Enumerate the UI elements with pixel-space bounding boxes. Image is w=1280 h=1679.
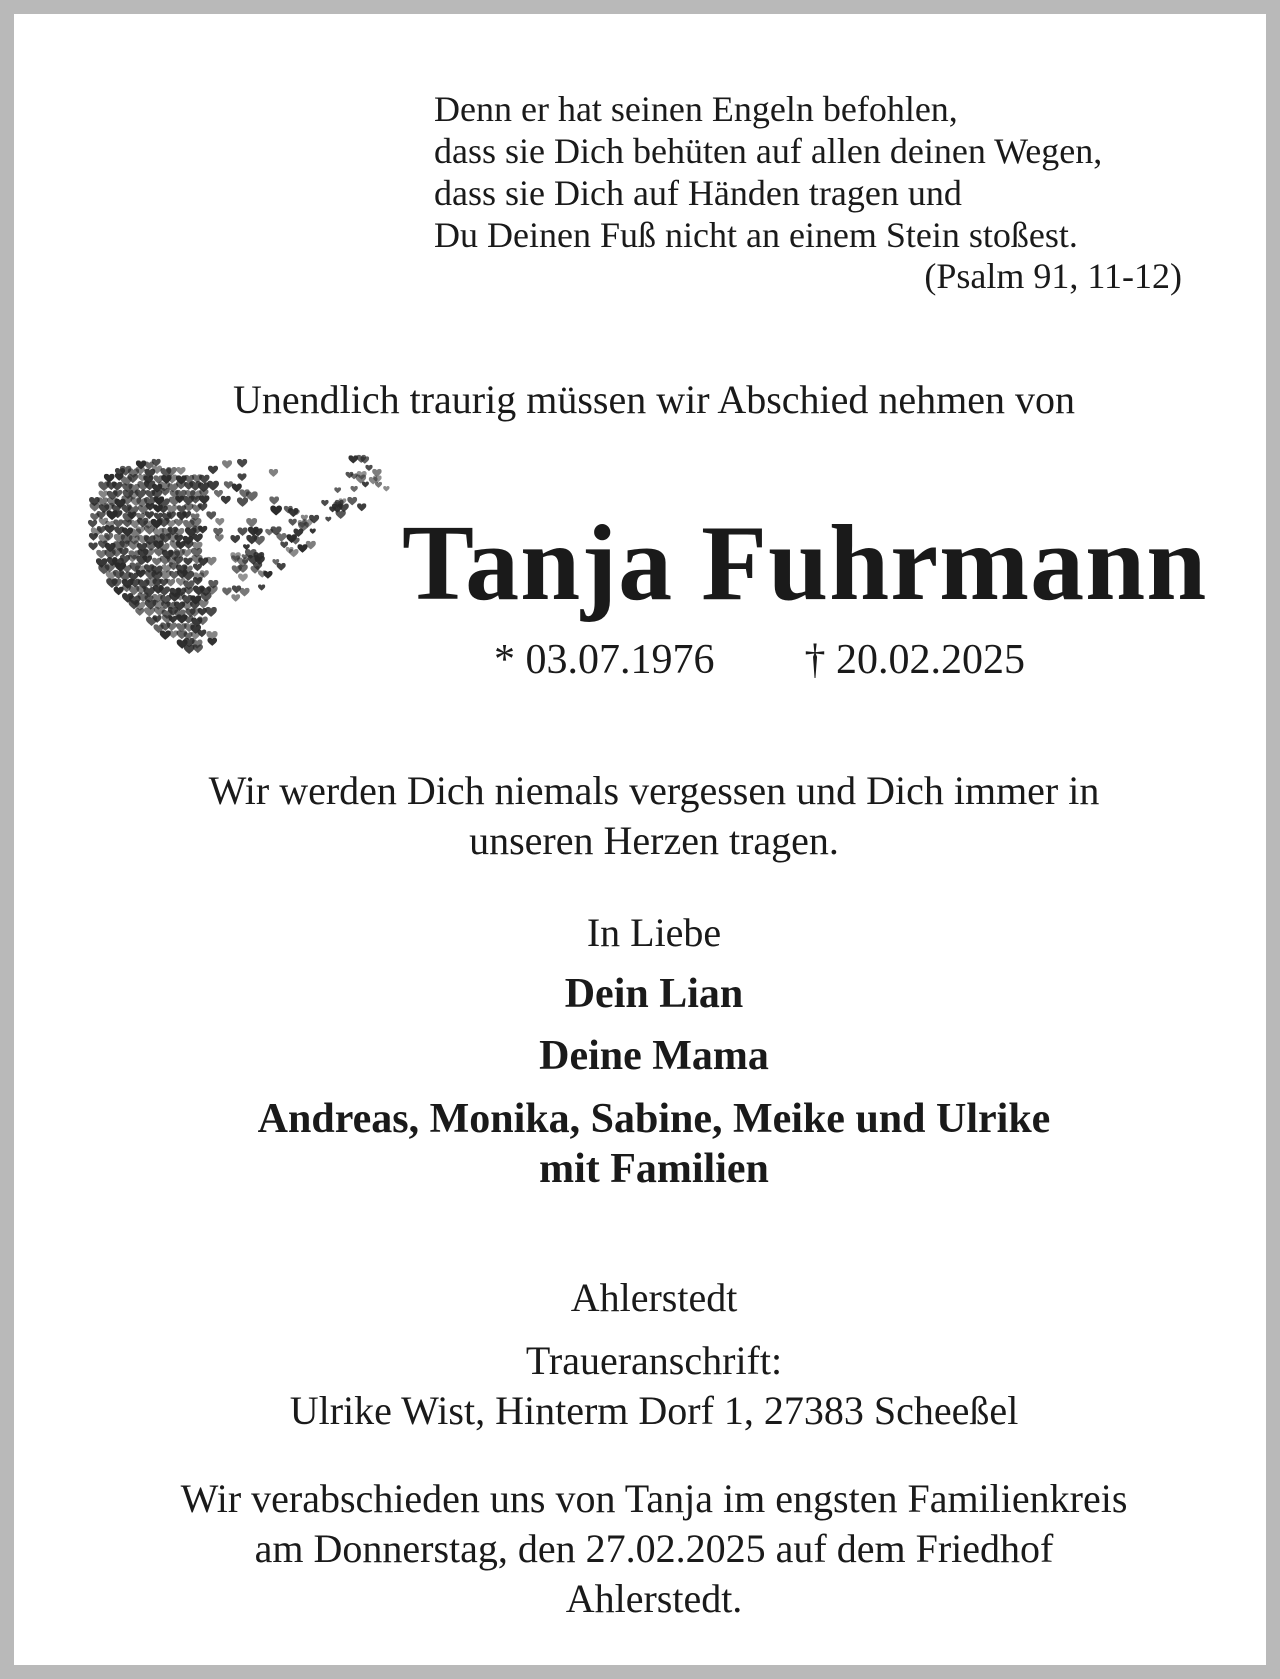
small-heart-icon (144, 607, 155, 616)
small-heart-icon (310, 529, 316, 534)
small-heart-icon (206, 511, 216, 520)
psalm-verse (434, 88, 1102, 256)
siblings-line: mit Familien (539, 1146, 769, 1192)
small-heart-icon (383, 486, 390, 492)
farewell-line: Ahlerstedt. (565, 1576, 743, 1621)
small-heart-icon (198, 526, 207, 534)
small-heart-icon (258, 584, 265, 590)
small-heart-icon (222, 460, 232, 469)
small-heart-icon (288, 519, 297, 526)
verse-source: (Psalm 91, 11-12) (924, 256, 1182, 296)
small-heart-icon (205, 607, 217, 617)
small-heart-icon (215, 518, 224, 526)
small-heart-icon (231, 594, 240, 602)
mourning-address (14, 1336, 1280, 1436)
mourner-siblings (14, 1094, 1280, 1194)
small-heart-icon (237, 473, 246, 481)
address-label: Traueranschrift: (525, 1338, 783, 1383)
small-heart-icon (375, 482, 382, 488)
small-heart-icon (325, 517, 331, 522)
small-heart-icon (221, 496, 231, 505)
small-heart-icon (269, 496, 279, 504)
farewell-notice (14, 1474, 1280, 1624)
small-heart-icon (357, 503, 366, 511)
small-heart-icon (365, 465, 372, 471)
small-heart-icon (230, 535, 240, 543)
small-heart-icon (166, 579, 175, 587)
small-heart-icon (206, 557, 217, 566)
verse-line: dass sie Dich behüten auf allen deinen Wegen, (434, 131, 1103, 171)
verse-line: dass sie Dich auf Händen tragen und (434, 173, 962, 213)
mourner-son: Dein Lian (564, 971, 744, 1017)
death-date: † 20.02.2025 (804, 637, 1025, 683)
small-heart-icon (362, 482, 369, 488)
small-heart-icon (270, 506, 282, 516)
verse-line: Denn er hat seinen Engeln befohlen, (434, 89, 958, 129)
small-heart-icon (277, 563, 286, 571)
small-heart-icon (306, 541, 316, 550)
small-heart-icon (321, 500, 329, 506)
small-heart-icon (88, 542, 97, 550)
small-heart-icon (237, 497, 248, 507)
heart-of-small-hearts-icon (74, 450, 394, 690)
small-heart-icon (215, 534, 224, 542)
farewell-line: Wir verabschieden uns von Tanja im engsten Familienkreis (180, 1476, 1128, 1521)
small-heart-icon (176, 467, 185, 475)
verse-line: Du Deinen Fuß nicht an einem Stein stoßest. (434, 215, 1078, 255)
small-heart-icon (112, 482, 123, 491)
mourner-mother: Deine Mama (539, 1033, 769, 1079)
small-heart-icon (334, 487, 341, 493)
birth-date: * 03.07.1976 (494, 637, 715, 683)
small-heart-icon (222, 587, 232, 595)
small-heart-icon (269, 469, 278, 477)
message-line: unseren Herzen tragen. (469, 818, 839, 863)
small-heart-icon (182, 549, 192, 557)
small-heart-icon (193, 564, 202, 572)
small-heart-icon (208, 466, 218, 475)
deceased-name: Tanja Fuhrmann (402, 504, 1208, 623)
address-value: Ulrike Wist, Hinterm Dorf 1, 27383 Scheeßel (289, 1388, 1019, 1433)
small-heart-icon (169, 630, 179, 638)
small-heart-icon (237, 459, 247, 468)
small-heart-icon (246, 518, 257, 527)
small-heart-icon (243, 544, 250, 550)
small-heart-icon (347, 497, 357, 506)
message-line: Wir werden Dich niemals vergessen und Dich immer in (208, 768, 1100, 813)
small-heart-icon (350, 486, 357, 492)
small-heart-icon (224, 481, 233, 489)
small-heart-icon (265, 529, 273, 536)
intro-text: Unendlich traurig müssen wir Abschied nehmen von (232, 377, 1076, 422)
small-heart-icon (238, 527, 248, 536)
small-heart-icon (254, 536, 265, 546)
small-heart-icon (297, 544, 307, 553)
small-heart-icon (192, 534, 203, 543)
small-heart-icon (239, 588, 249, 597)
in-love-text: In Liebe (586, 910, 722, 955)
small-heart-icon (167, 623, 177, 631)
farewell-line: am Donnerstag, den 27.02.2025 auf dem Friedhof (254, 1526, 1054, 1571)
siblings-line: Andreas, Monika, Sabine, Meike und Ulrike (257, 1096, 1051, 1142)
small-heart-icon (207, 481, 219, 491)
small-heart-icon (238, 574, 248, 582)
small-heart-icon (114, 587, 124, 596)
life-dates (494, 636, 1025, 684)
remembrance-message (14, 766, 1280, 866)
small-heart-icon (276, 533, 286, 542)
place-name: Ahlerstedt (570, 1275, 738, 1320)
small-heart-icon (348, 455, 358, 463)
small-heart-icon (88, 520, 97, 528)
small-heart-icon (113, 519, 123, 527)
